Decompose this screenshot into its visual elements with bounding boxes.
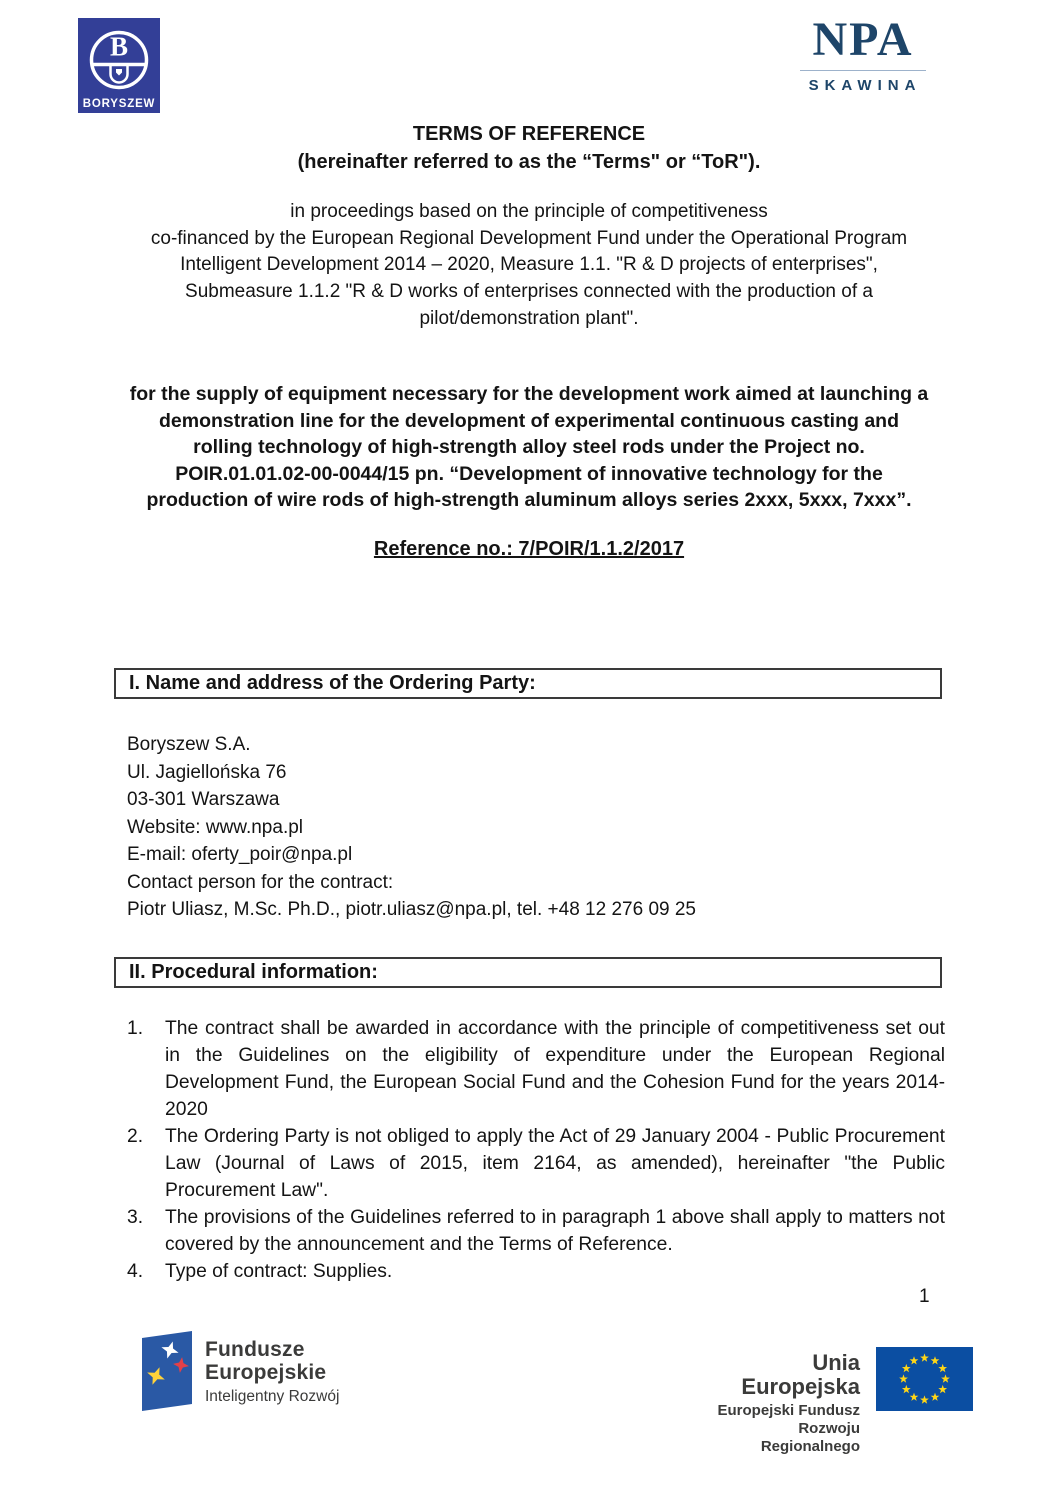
fundusze-line-3: Inteligentny Rozwój [205, 1388, 340, 1405]
address-line-website: Website: www.npa.pl [127, 816, 304, 838]
subject-line: POIR.01.01.02-00-0044/15 pn. “Development of innovative technology for the [175, 462, 883, 485]
procedural-list [127, 1015, 945, 1285]
intro-line: in proceedings based on the principle of competitiveness [290, 201, 768, 222]
unia-line-3: Rozwoju Regionalnego [760, 1420, 860, 1455]
subject-line: demonstration line for the development of experimental continuous casting and [158, 409, 899, 432]
section-1-heading-box [114, 668, 942, 699]
list-item-text: The contract shall be awarded in accordance with the principle of competitiveness set out in the Guidelines on the eligibility of expenditure under the European Regional Development Fund, the European Social Fund and the Cohesion Fund for the years 2014-2020 [165, 1018, 945, 1120]
subject-line: for the supply of equipment necessary for the development work aimed at launching a [129, 383, 929, 405]
doc-title-line-2: (hereinafter referred to as the “Terms" or “ToR"). [297, 151, 761, 173]
npa-logo-name: NPA [812, 13, 914, 66]
fundusze-logo-text [205, 1338, 339, 1406]
npa-logo-divider [800, 70, 926, 71]
section-1-heading: I. Name and address of the Ordering Party: [129, 672, 536, 694]
intro-paragraph [0, 199, 1058, 333]
fundusze-line-2: Europejskie [205, 1361, 327, 1384]
doc-title-line-1: TERMS OF REFERENCE [412, 123, 646, 145]
unia-line-1: Unia Europejska [741, 1350, 860, 1399]
list-item-number: 1. [127, 1018, 144, 1039]
boryszew-logo [78, 18, 160, 113]
intro-line: Intelligent Development 2014 – 2020, Measure 1.1. "R & D projects of enterprises", [180, 254, 878, 276]
address-line-city: 03-301 Warszawa [127, 789, 280, 810]
page-number: 1 [919, 1286, 930, 1307]
address-line-email: E-mail: oferty_poir@npa.pl [127, 844, 353, 865]
eu-flag-icon [876, 1347, 973, 1411]
fe-flag-icon [142, 1331, 192, 1411]
section-2-heading-box [114, 957, 942, 988]
list-item-number: 4. [127, 1261, 144, 1282]
list-item-number: 3. [127, 1207, 144, 1228]
address-line-contact-label: Contact person for the contract: [127, 871, 394, 893]
unia-europejska-logo [700, 1347, 973, 1456]
intro-line: Submeasure 1.1.2 "R & D works of enterprises connected with the production of a [185, 281, 873, 303]
boryszew-logo-label: BORYSZEW [82, 98, 156, 110]
intro-line: co-financed by the European Regional Development Fund under the Operational Program [150, 227, 908, 249]
intro-line: pilot/demonstration plant". [419, 307, 639, 329]
boryszew-monogram: B [109, 31, 129, 62]
list-item-text: The provisions of the Guidelines referred to in paragraph 1 above shall apply to matters not covered by the announcement and the Terms of Reference. [165, 1207, 945, 1255]
npa-logo-city: SKAWINA [808, 77, 922, 94]
subject-line: rolling technology of high-strength alloy steel rods under the Project no. [193, 436, 865, 458]
fundusze-europejskie-logo [142, 1331, 339, 1411]
list-item [127, 1015, 945, 1123]
list-item [127, 1204, 945, 1258]
reference-number: Reference no.: 7/POIR/1.1.2/2017 [373, 538, 685, 560]
list-item [127, 1258, 945, 1285]
subject-line: production of wire rods of high-strength aluminum alloys series 2xxx, 5xxx, 7xxx”. [146, 489, 912, 511]
list-item-text: The Ordering Party is not obliged to apply the Act of 29 January 2004 - Public Procurement Law (Journal of Laws of 2015, item 2164, as amended), hereinafter "the Public Procurement Law". [165, 1126, 945, 1201]
section-2-heading: II. Procedural information: [129, 961, 378, 983]
subject-paragraph [0, 381, 1058, 514]
fundusze-line-1: Fundusze [205, 1338, 305, 1361]
address-line-company: Boryszew S.A. [127, 734, 251, 755]
address-line-contact-person: Piotr Uliasz, M.Sc. Ph.D., piotr.uliasz@npa.pl, tel. +48 12 276 09 25 [127, 899, 696, 920]
list-item-text: Type of contract: Supplies. [165, 1261, 393, 1282]
list-item [127, 1123, 945, 1204]
doc-title [0, 120, 1058, 176]
ordering-party-address [127, 731, 696, 924]
list-item-number: 2. [127, 1126, 144, 1147]
address-line-street: Ul. Jagiellońska 76 [127, 761, 287, 783]
unia-line-2: Europejski Fundusz [717, 1402, 860, 1419]
boryszew-emblem-icon [78, 18, 160, 113]
reference-number-line [0, 538, 1058, 561]
unia-logo-text [700, 1351, 860, 1456]
npa-logo [797, 14, 929, 94]
